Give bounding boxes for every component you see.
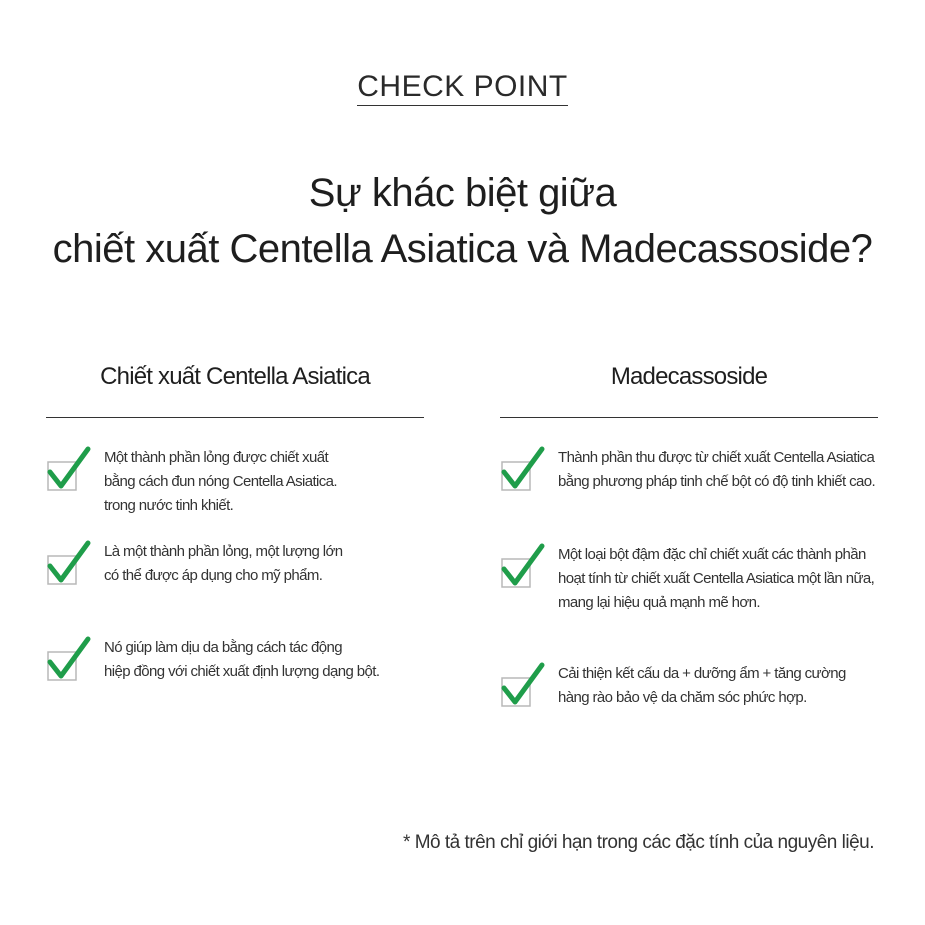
headline-line-1: Sự khác biệt giữa: [308, 171, 617, 215]
list-item-text: [104, 636, 464, 684]
list-item-line: Một thành phần lỏng được chiết xuất: [104, 449, 329, 466]
checkbox-check-icon: [46, 540, 92, 590]
list-item-line: Là một thành phần lỏng, một lượng lớn: [104, 543, 343, 560]
section-kicker: [0, 70, 925, 104]
list-item-line: Cải thiện kết cấu da + dưỡng ẩm + tăng cường: [558, 665, 846, 682]
list-item-line: Nó giúp làm dịu da bằng cách tác động: [104, 639, 342, 656]
list-item-line: bằng phương pháp tinh chế bột có độ tinh khiết cao.: [558, 473, 876, 490]
list-item-line: có thể được áp dụng cho mỹ phẩm.: [104, 567, 323, 584]
list-item-line: trong nước tinh khiết.: [104, 497, 234, 514]
list-item-line: bằng cách đun nóng Centella Asiatica.: [104, 473, 337, 490]
comparison-column-left: [46, 360, 424, 680]
list-item-text: [558, 662, 918, 710]
footnote: * Mô tả trên chỉ giới hạn trong các đặc tính của nguyên liệu.: [403, 832, 874, 853]
column-divider-left: [46, 417, 424, 418]
list-item-line: mang lại hiệu quả mạnh mẽ hơn.: [558, 594, 760, 611]
column-title-right: Madecassoside: [610, 363, 768, 390]
list-item-line: hoạt tính từ chiết xuất Centella Asiatica một lần nữa,: [558, 570, 875, 587]
checkbox-check-icon: [46, 636, 92, 686]
list-item-line: Một loại bột đậm đặc chỉ chiết xuất các thành phần: [558, 546, 866, 563]
list-item-line: hàng rào bảo vệ da chăm sóc phức hợp.: [558, 689, 807, 706]
comparison-column-right: [500, 360, 878, 706]
list-item-text: [558, 543, 918, 615]
column-title-left: Chiết xuất Centella Asiatica: [100, 363, 370, 390]
checkbox-check-icon: [500, 446, 546, 496]
checkbox-check-icon: [46, 446, 92, 496]
checkbox-check-icon: [500, 543, 546, 593]
headline-line-2: chiết xuất Centella Asiatica và Madecassoside?: [52, 227, 873, 271]
kicker-text: CHECK POINT: [357, 70, 568, 106]
list-item-text: [104, 446, 464, 518]
list-item-line: hiệp đồng với chiết xuất định lượng dạng bột.: [104, 663, 380, 680]
checkbox-check-icon: [500, 662, 546, 712]
page-headline: [0, 165, 925, 277]
list-item-text: [558, 446, 918, 494]
list-item-text: [104, 540, 464, 588]
list-item-line: Thành phần thu được từ chiết xuất Centella Asiatica: [558, 449, 875, 466]
column-divider-right: [500, 417, 878, 418]
